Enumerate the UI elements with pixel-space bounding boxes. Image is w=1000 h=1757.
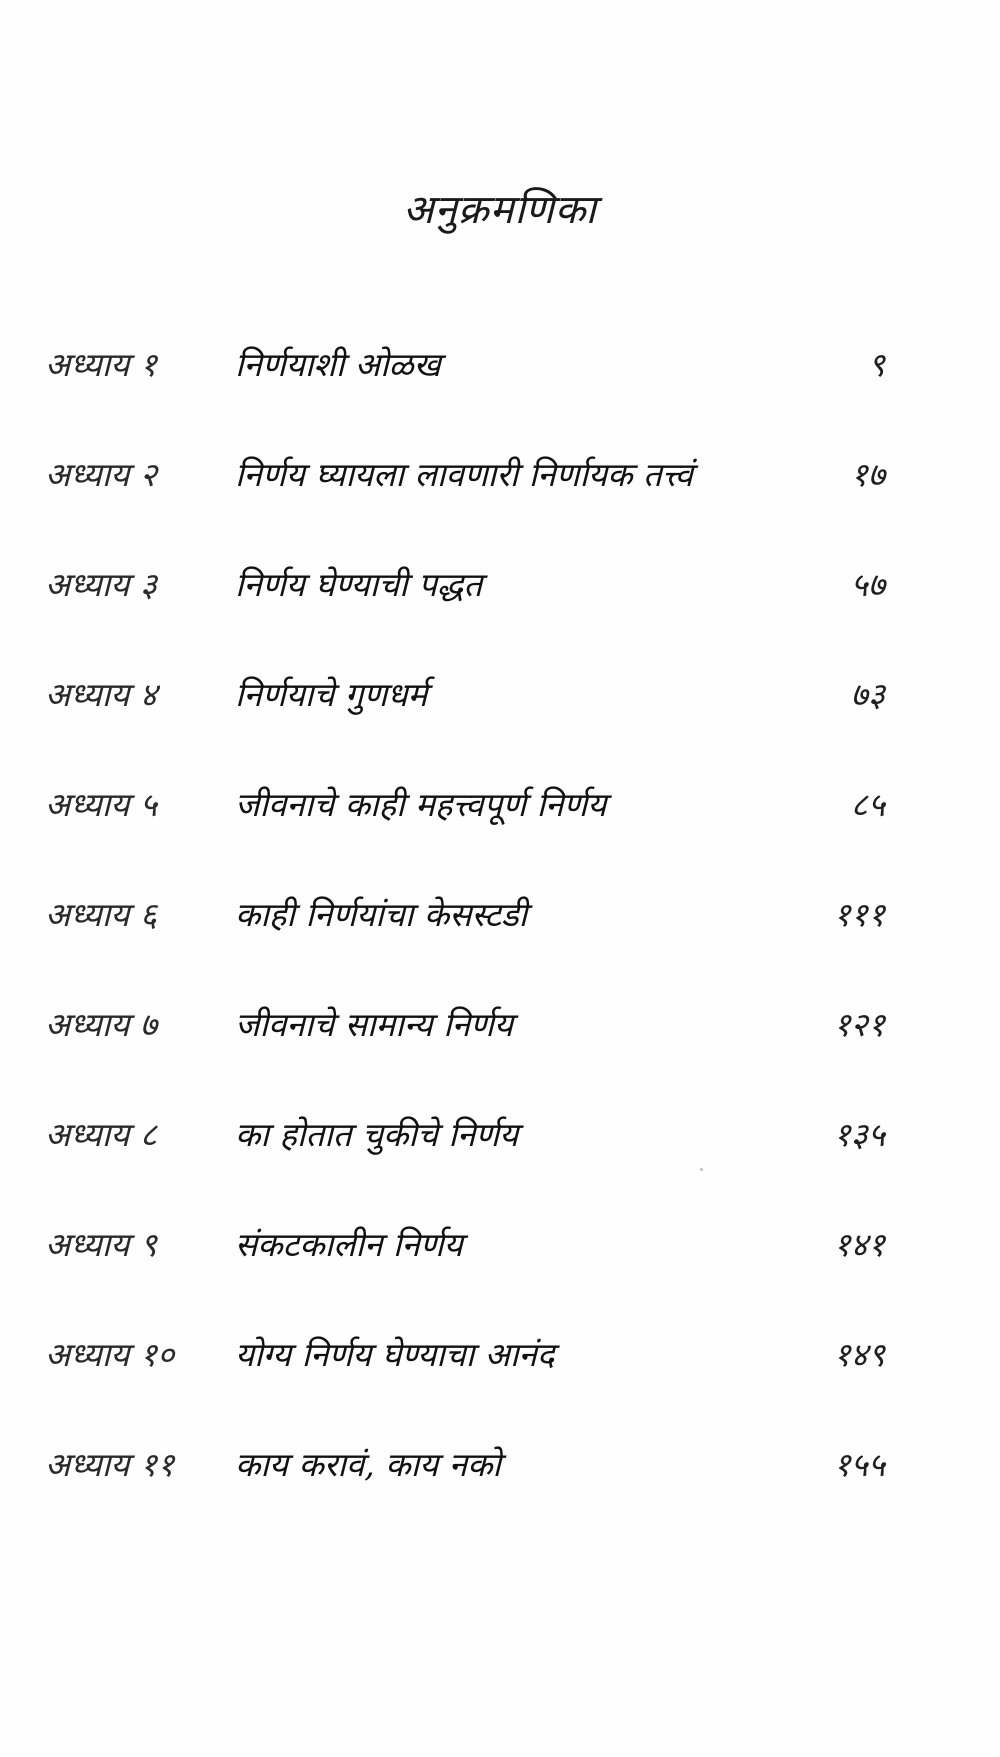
- page-number: १२१: [833, 1005, 885, 1044]
- chapter-title: काही निर्णयांचा केसस्टडी: [235, 895, 528, 934]
- page-number: १३५: [833, 1115, 885, 1154]
- page-number: ९: [867, 345, 885, 384]
- toc-entry: [45, 1115, 885, 1225]
- toc-entry: [45, 1005, 885, 1115]
- toc-entry: [45, 895, 885, 1005]
- chapter-label: अध्याय ४: [45, 675, 158, 714]
- table-of-contents: [45, 345, 885, 1555]
- toc-entry: [45, 1225, 885, 1335]
- chapter-label: अध्याय ६: [45, 895, 158, 934]
- paper-speck: [700, 1168, 703, 1171]
- chapter-label: अध्याय ९: [45, 1225, 158, 1264]
- page-number: १११: [833, 895, 885, 934]
- chapter-label: अध्याय ८: [45, 1115, 158, 1154]
- page-number: १७: [850, 455, 885, 494]
- toc-entry: [45, 675, 885, 785]
- page-number: ५७: [850, 565, 885, 604]
- toc-entry: [45, 345, 885, 455]
- chapter-title: योग्य निर्णय घेण्याचा आनंद: [235, 1335, 555, 1374]
- chapter-title: निर्णयाशी ओळख: [235, 345, 441, 384]
- page-number: १४१: [833, 1225, 885, 1264]
- chapter-label: अध्याय ५: [45, 785, 158, 824]
- page-number: ८५: [850, 785, 885, 824]
- chapter-title: का होतात चुकीचे निर्णय: [235, 1115, 519, 1154]
- chapter-label: अध्याय ३: [45, 565, 158, 604]
- chapter-label: अध्याय ७: [45, 1005, 158, 1044]
- chapter-title: काय करावं, काय नको: [235, 1445, 501, 1484]
- toc-entry: [45, 565, 885, 675]
- chapter-label: अध्याय १: [45, 345, 158, 384]
- chapter-title: निर्णय घ्यायला लावणारी निर्णायक तत्त्वं: [235, 455, 693, 494]
- chapter-title: संकटकालीन निर्णय: [235, 1225, 463, 1264]
- chapter-label: अध्याय २: [45, 455, 158, 494]
- chapter-title: निर्णय घेण्याची पद्धत: [235, 565, 483, 604]
- page-number: १५५: [833, 1445, 885, 1484]
- chapter-label: अध्याय ११: [45, 1445, 175, 1484]
- page-title: अनुक्रमणिका: [403, 187, 597, 233]
- chapter-title: निर्णयाचे गुणधर्म: [235, 675, 428, 714]
- toc-entry: [45, 1445, 885, 1555]
- toc-entry: [45, 455, 885, 565]
- toc-entry: [45, 785, 885, 895]
- chapter-title: जीवनाचे काही महत्त्वपूर्ण निर्णय: [235, 785, 607, 824]
- toc-entry: [45, 1335, 885, 1445]
- chapter-label: अध्याय १०: [45, 1335, 175, 1374]
- chapter-title: जीवनाचे सामान्य निर्णय: [235, 1005, 514, 1044]
- page-number: १४९: [833, 1335, 885, 1374]
- page-number: ७३: [850, 675, 885, 714]
